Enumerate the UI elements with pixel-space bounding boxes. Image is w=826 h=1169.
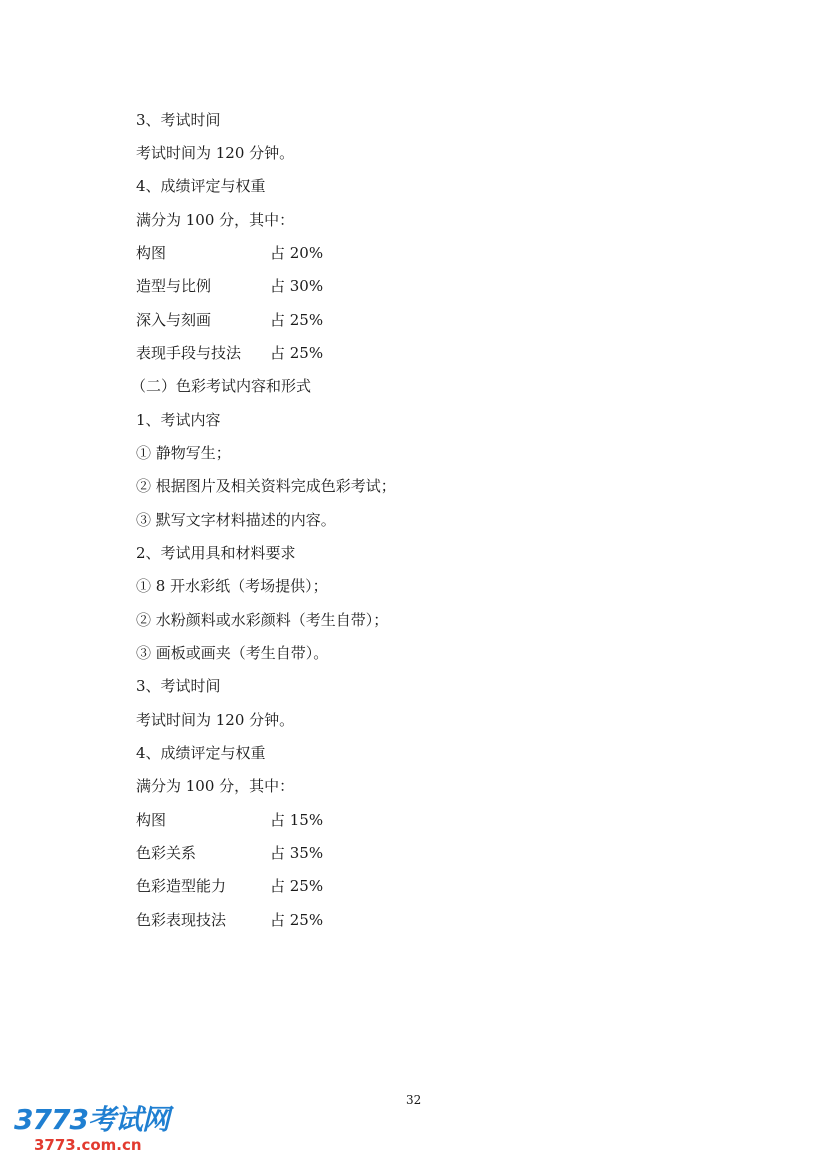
color-weight-value-composition: 占 15% xyxy=(270,811,324,829)
weight-label-depth-detail: 深入与刻画 xyxy=(136,311,212,329)
section-heading-color-exam: （二）色彩考试内容和形式 xyxy=(131,377,312,395)
weight-value-form-proportion: 占 30% xyxy=(270,277,324,295)
section-heading-exam-content: 1、考试内容 xyxy=(136,411,221,429)
watermark-logo[interactable] xyxy=(14,1104,174,1154)
list-item-memory-drawing: ③ 默写文字材料描述的内容。 xyxy=(136,511,336,529)
color-weight-value-relationship: 占 35% xyxy=(270,844,324,862)
color-weight-value-technique: 占 25% xyxy=(270,911,324,929)
color-weight-label-relationship: 色彩关系 xyxy=(136,844,197,862)
weight-label-technique: 表现手段与技法 xyxy=(136,344,242,362)
section-heading-exam-time-2: 3、考试时间 xyxy=(136,677,221,695)
watermark-logo-url: 3773.com.cn xyxy=(34,1136,142,1154)
list-item-watercolor-paper: ① 8 开水彩纸（考场提供）； xyxy=(136,577,328,595)
exam-duration-text: 考试时间为 120 分钟。 xyxy=(136,144,295,162)
color-weight-label-composition: 构图 xyxy=(136,811,167,829)
list-item-image-based: ② 根据图片及相关资料完成色彩考试； xyxy=(136,477,396,495)
watermark-logo-text: 3773考试网 xyxy=(14,1103,169,1136)
color-weight-value-modeling: 占 25% xyxy=(270,877,324,895)
weight-value-technique: 占 25% xyxy=(270,344,324,362)
section-heading-grading: 4、成绩评定与权重 xyxy=(136,177,266,195)
section-heading-materials: 2、考试用具和材料要求 xyxy=(136,544,296,562)
exam-duration-text-2: 考试时间为 120 分钟。 xyxy=(136,711,295,729)
weight-value-depth-detail: 占 25% xyxy=(270,311,324,329)
color-weight-label-technique: 色彩表现技法 xyxy=(136,911,227,929)
list-item-still-life: ① 静物写生； xyxy=(136,444,231,462)
page-number: 32 xyxy=(406,1093,422,1107)
full-score-text: 满分为 100 分，其中： xyxy=(136,211,295,229)
list-item-drawing-board: ③ 画板或画夹（考生自带）。 xyxy=(136,644,329,662)
weight-label-composition: 构图 xyxy=(136,244,167,262)
weight-value-composition: 占 20% xyxy=(270,244,324,262)
weight-label-form-proportion: 造型与比例 xyxy=(136,277,212,295)
section-heading-grading-2: 4、成绩评定与权重 xyxy=(136,744,266,762)
full-score-text-2: 满分为 100 分，其中： xyxy=(136,777,295,795)
section-heading-exam-time: 3、考试时间 xyxy=(136,111,221,129)
list-item-paints: ② 水粉颜料或水彩颜料（考生自带）； xyxy=(136,611,389,629)
color-weight-label-modeling: 色彩造型能力 xyxy=(136,877,227,895)
